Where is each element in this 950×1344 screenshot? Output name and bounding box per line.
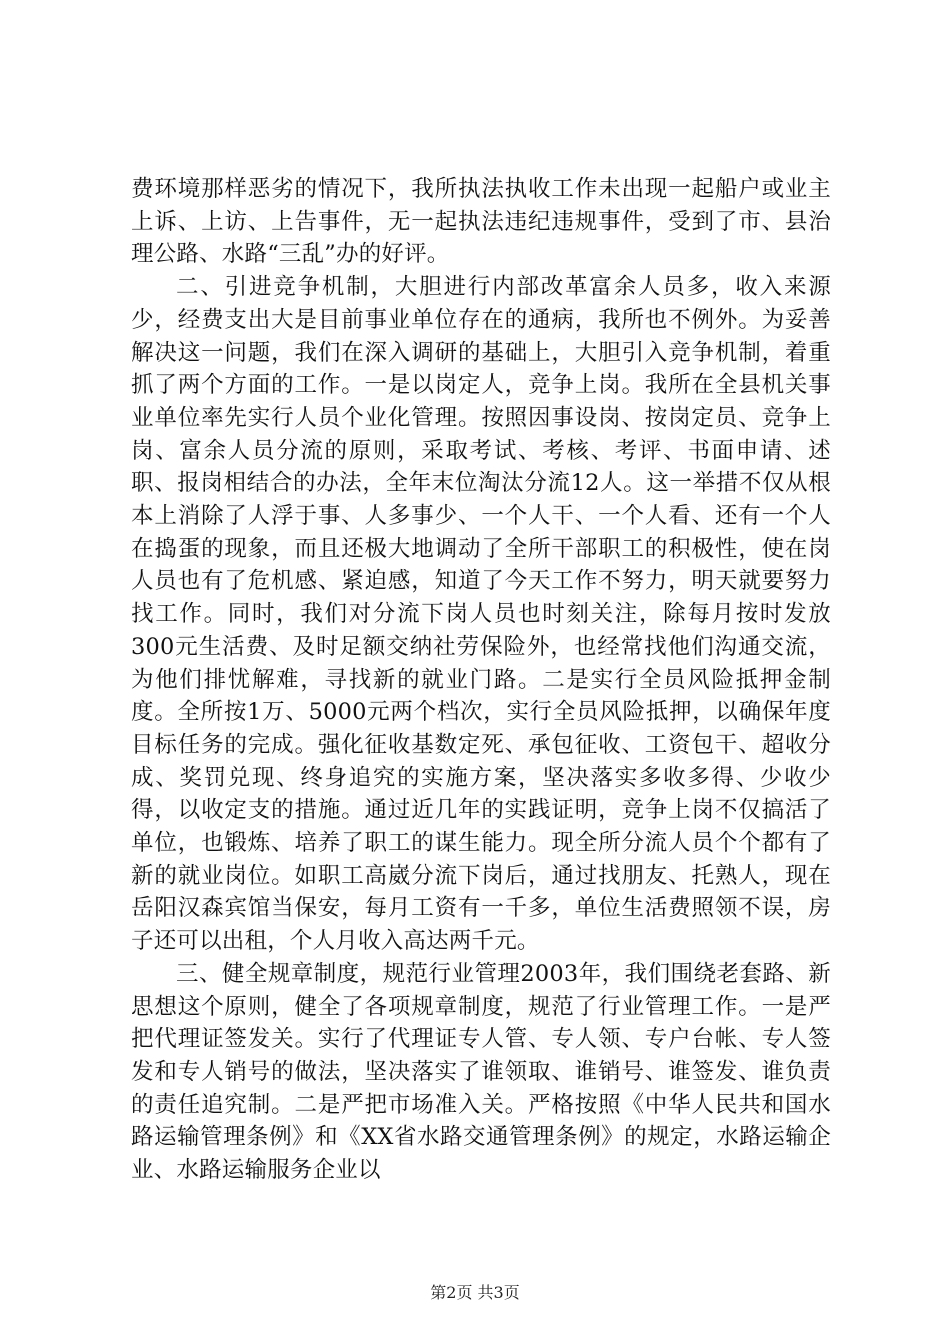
document-body — [131, 173, 831, 1187]
page-footer — [0, 1280, 950, 1303]
page-number-label: 第2页 共3页 — [430, 1283, 520, 1302]
paragraph-3: 三、健全规章制度，规范行业管理2003年，我们围绕老套路、新思想这个原则，健全了各项规章制度，规范了行业管理工作。一是严把代理证签发关。实行了代理证专人管、专人领、专户台帐、专人签发和专人销号的做法，坚决落实了谁领取、谁销号、谁签发、谁负责的责任追究制。二是严把市场准入关。严格按照《中华人民共和国水路运输管理条例》和《XX省水路交通管理条例》的规定，水路运输企业、水路运输服务企业以 — [131, 960, 831, 1184]
paragraph-2: 二、引进竞争机制，大胆进行内部改革富余人员多，收入来源少，经费支出大是目前事业单位存在的通病，我所也不例外。为妥善解决这一问题，我们在深入调研的基础上，大胆引入竞争机制，着重抓了两个方面的工作。一是以岗定人，竞争上岗。我所在全县机关事业单位率先实行人员个业化管理。按照因事设岗、按岗定员、竞争上岗、富余人员分流的原则，采取考试、考核、考评、书面申请、述职、报岗相结合的办法，全年末位淘汰分流12人。这一举措不仅从根本上消除了人浮于事、人多事少、一个人干、一个人看、还有一个人在捣蛋的现象，而且还极大地调动了全所干部职工的积极性，使在岗人员也有了危机感、紧迫感，知道了今天工作不努力，明天就要努力找工作。同时，我们对分流下岗人员也时刻关注，除每月按时发放300元生活费、及时足额交纳社劳保险外，也经常找他们沟通交流，为他们排忧解难，寻找新的就业门路。二是实行全员风险抵押金制度。全所按1万、5000元两个档次，实行全员风险抵押，以确保年度目标任务的完成。强化征收基数定死、承包征收、工资包干、超收分成、奖罚兑现、终身追究的实施方案，坚决落实多收多得、少收少得，以收定支的措施。通过近几年的实践证明，竞争上岗不仅搞活了单位，也锻炼、培养了职工的谋生能力。现全所分流人员个个都有了新的就业岗位。如职工高崴分流下岗后，通过找朋友、托熟人，现在岳阳汉森宾馆当保安，每月工资有一千多，单位生活费照领不误，房子还可以出租，个人月收入高达两千元。 — [131, 274, 831, 955]
paragraph-1: 费环境那样恶劣的情况下，我所执法执收工作未出现一起船户或业主上诉、上访、上告事件，无一起执法违纪违规事件，受到了市、县治理公路、水路“三乱”办的好评。 — [131, 176, 831, 268]
